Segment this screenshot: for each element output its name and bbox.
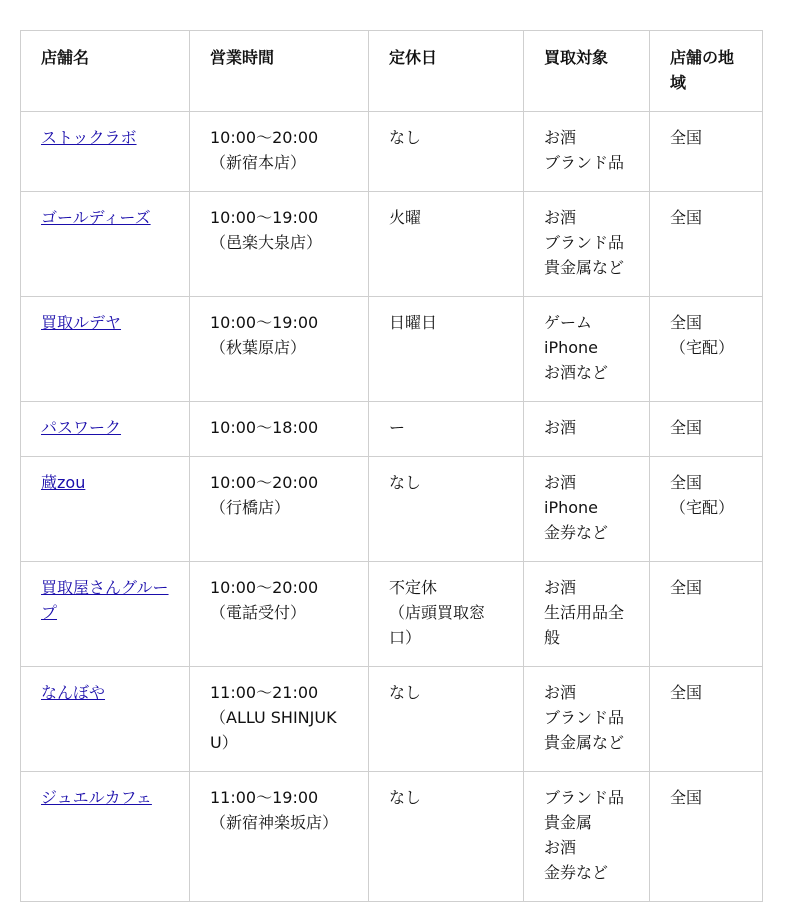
area-line: 全国 — [670, 208, 703, 227]
closed-line: なし — [389, 788, 422, 807]
shop-name-cell — [21, 667, 190, 772]
closed-line: 火曜 — [389, 208, 422, 227]
area-cell — [650, 667, 763, 772]
hours-line: （秋葉原店） — [210, 338, 307, 357]
shop-name-link[interactable]: 蔵zou — [41, 473, 86, 492]
shop-name-link[interactable]: ストックラボ — [41, 128, 137, 147]
hours-line: 10:00〜20:00 — [210, 128, 319, 147]
area-line: （宅配） — [670, 498, 735, 517]
shop-name-cell — [21, 772, 190, 902]
header-shop-name: 店舗名 — [21, 31, 190, 112]
hours-line: （電話受付） — [210, 603, 307, 622]
items-line: iPhone — [544, 338, 599, 357]
items-line: ブランド品 — [544, 788, 625, 807]
table-row — [21, 772, 763, 902]
items-line: お酒 — [544, 418, 577, 437]
hours-line: （新宿神楽坂店） — [210, 813, 339, 832]
items-cell — [524, 192, 650, 297]
closed-cell — [369, 772, 524, 902]
shop-name-cell — [21, 192, 190, 297]
shop-name-link[interactable]: なんぼや — [41, 683, 106, 702]
items-line: 金券など — [544, 863, 609, 882]
area-line: 全国 — [670, 788, 703, 807]
table-body — [21, 112, 763, 902]
shop-name-cell — [21, 112, 190, 192]
closed-line: なし — [389, 128, 422, 147]
shop-name-cell — [21, 457, 190, 562]
shop-name-link[interactable]: 買取屋さんグループ — [41, 578, 169, 622]
hours-line: （行橋店） — [210, 498, 291, 517]
items-line: 金券など — [544, 523, 609, 542]
closed-cell — [369, 402, 524, 457]
items-line: お酒など — [544, 363, 609, 382]
items-cell — [524, 667, 650, 772]
header-shop-area: 店舗の地域 — [650, 31, 763, 112]
shop-name-link[interactable]: ゴールディーズ — [41, 208, 151, 227]
area-cell — [650, 562, 763, 667]
shop-name-cell — [21, 402, 190, 457]
items-line: ゲーム — [544, 313, 593, 332]
items-line: ブランド品 — [544, 233, 625, 252]
hours-line: 10:00〜19:00 — [210, 313, 319, 332]
hours-cell — [190, 192, 369, 297]
area-cell — [650, 112, 763, 192]
area-cell — [650, 457, 763, 562]
items-line: 貴金属 — [544, 813, 593, 832]
table-row — [21, 402, 763, 457]
area-line: 全国 — [670, 683, 703, 702]
table-row — [21, 562, 763, 667]
closed-line: 不定休 — [389, 578, 438, 597]
items-line: 貴金属など — [544, 733, 625, 752]
hours-line: 10:00〜19:00 — [210, 208, 319, 227]
items-line: ブランド品 — [544, 708, 625, 727]
shop-comparison-table — [20, 30, 763, 902]
header-closed-days: 定休日 — [369, 31, 524, 112]
items-line: 貴金属など — [544, 258, 625, 277]
hours-line: 10:00〜18:00 — [210, 418, 319, 437]
table-header — [21, 31, 763, 112]
shop-name-link[interactable]: 買取ルデヤ — [41, 313, 122, 332]
header-row — [21, 31, 763, 112]
area-line: （宅配） — [670, 338, 735, 357]
hours-cell — [190, 457, 369, 562]
closed-line: 日曜日 — [389, 313, 438, 332]
hours-line: （新宿本店） — [210, 153, 307, 172]
table-row — [21, 192, 763, 297]
items-cell — [524, 457, 650, 562]
items-line: お酒 — [544, 683, 577, 702]
closed-line: なし — [389, 683, 422, 702]
closed-line: ー — [389, 418, 406, 437]
area-line: 全国 — [670, 578, 703, 597]
closed-cell — [369, 192, 524, 297]
hours-line: 11:00〜19:00 — [210, 788, 319, 807]
hours-line: （邑楽大泉店） — [210, 233, 323, 252]
items-cell — [524, 297, 650, 402]
shop-name-link[interactable]: パスワーク — [41, 418, 122, 437]
closed-line: なし — [389, 473, 422, 492]
closed-cell — [369, 112, 524, 192]
items-line: iPhone — [544, 498, 599, 517]
header-business-hours: 営業時間 — [190, 31, 369, 112]
area-cell — [650, 192, 763, 297]
closed-cell — [369, 562, 524, 667]
items-cell — [524, 562, 650, 667]
hours-line: 10:00〜20:00 — [210, 473, 319, 492]
hours-cell — [190, 772, 369, 902]
items-line: お酒 — [544, 838, 577, 857]
closed-cell — [369, 457, 524, 562]
hours-cell — [190, 112, 369, 192]
area-line: 全国 — [670, 128, 703, 147]
items-line: お酒 — [544, 578, 577, 597]
table-row — [21, 297, 763, 402]
table-row — [21, 667, 763, 772]
shop-name-cell — [21, 562, 190, 667]
closed-line: （店頭買取窓口） — [389, 603, 486, 647]
items-line: お酒 — [544, 128, 577, 147]
hours-line: （ALLU SHINJUKU） — [210, 708, 337, 752]
hours-line: 10:00〜20:00 — [210, 578, 319, 597]
hours-cell — [190, 562, 369, 667]
area-line: 全国 — [670, 313, 703, 332]
hours-cell — [190, 667, 369, 772]
hours-line: 11:00〜21:00 — [210, 683, 319, 702]
area-line: 全国 — [670, 473, 703, 492]
area-cell — [650, 402, 763, 457]
items-cell — [524, 772, 650, 902]
table-row — [21, 112, 763, 192]
items-line: ブランド品 — [544, 153, 625, 172]
items-line: お酒 — [544, 208, 577, 227]
area-cell — [650, 297, 763, 402]
items-line: お酒 — [544, 473, 577, 492]
hours-cell — [190, 402, 369, 457]
header-purchase-items: 買取対象 — [524, 31, 650, 112]
items-line: 生活用品全般 — [544, 603, 625, 647]
table-row — [21, 457, 763, 562]
items-cell — [524, 402, 650, 457]
area-cell — [650, 772, 763, 902]
shop-name-cell — [21, 297, 190, 402]
closed-cell — [369, 297, 524, 402]
items-cell — [524, 112, 650, 192]
shop-name-link[interactable]: ジュエルカフェ — [41, 788, 152, 807]
hours-cell — [190, 297, 369, 402]
area-line: 全国 — [670, 418, 703, 437]
closed-cell — [369, 667, 524, 772]
